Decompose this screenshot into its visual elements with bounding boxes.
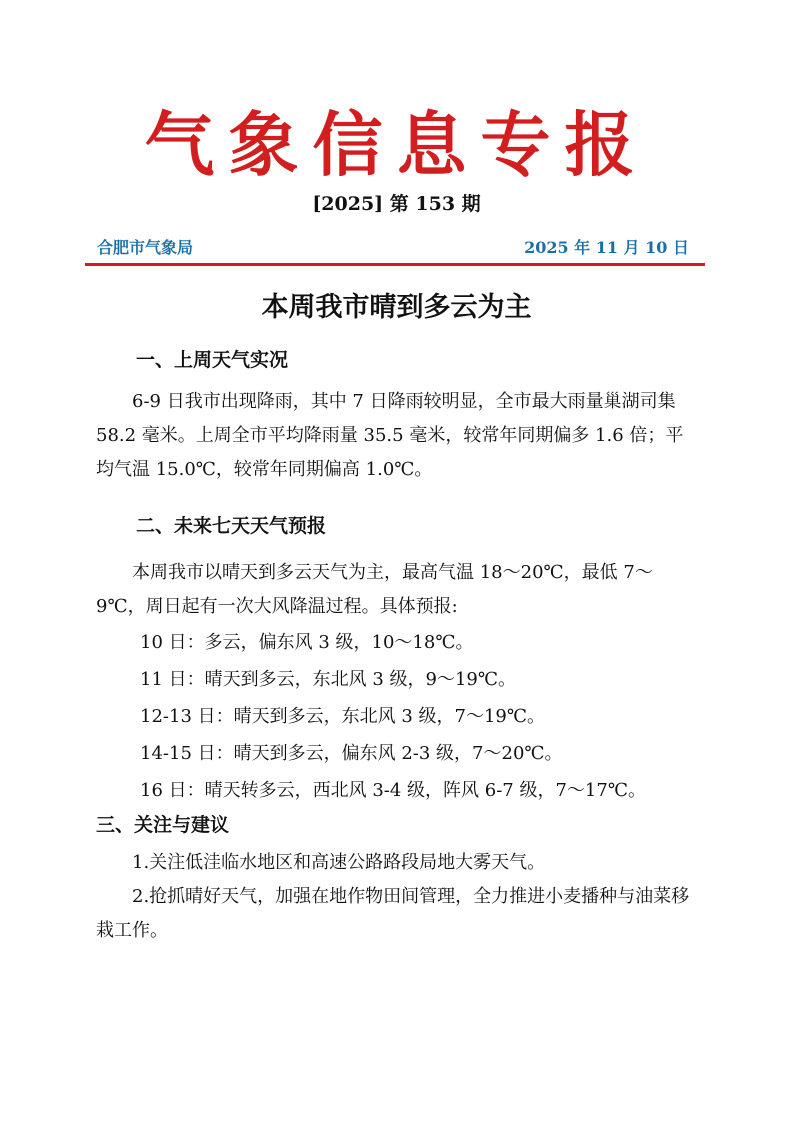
document-title: 本周我市晴到多云为主 xyxy=(261,292,532,323)
section-forecast-paragraph: 本周我市以晴天到多云天气为主，最高气温 18～20℃，最低 7～9℃，周日起有一次大风降温过程。具体预报: xyxy=(96,562,653,617)
red-divider xyxy=(85,263,705,266)
issuer-name: 合肥市气象局 xyxy=(97,238,194,257)
forecast-line-day-10: 10 日：多云，偏东风 3 级，10～18℃。 xyxy=(140,632,474,653)
section-heading-observed: 一、上周天气实况 xyxy=(136,349,289,371)
masthead-title: 气象信息专报 xyxy=(144,103,649,186)
section-heading-advice: 三、关注与建议 xyxy=(96,814,230,836)
forecast-line-day-14-15: 14-15 日：晴天到多云，偏东风 2-3 级，7～20℃。 xyxy=(140,743,563,764)
issue-number: [2025] 第 153 期 xyxy=(312,193,481,215)
advice-item-1: 1.关注低洼临水地区和高速公路路段局地大雾天气。 xyxy=(132,852,546,873)
forecast-line-day-16: 16 日：晴天转多云，西北风 3-4 级，阵风 6-7 级，7～17℃。 xyxy=(140,780,646,801)
publication-date: 2025 年 11 月 10 日 xyxy=(524,238,689,257)
forecast-line-day-12-13: 12-13 日：晴天到多云，东北风 3 级，7～19℃。 xyxy=(140,706,545,727)
section-heading-forecast: 二、未来七天天气预报 xyxy=(136,515,327,537)
advice-item-2: 2.抢抓晴好天气，加强在地作物田间管理，全力推进小麦播种与油菜移栽工作。 xyxy=(96,886,690,941)
forecast-line-day-11: 11 日：晴天到多云，东北风 3 级，9～19℃。 xyxy=(140,669,517,690)
section-observed-paragraph: 6-9 日我市出现降雨，其中 7 日降雨较明显，全市最大雨量巢湖司集 58.2 毫米。上周全市平均降雨量 35.5 毫米，较常年同期偏多 1.6 倍；平均气温 15.0℃，较常年同期偏高 1.0℃。 xyxy=(96,391,684,480)
